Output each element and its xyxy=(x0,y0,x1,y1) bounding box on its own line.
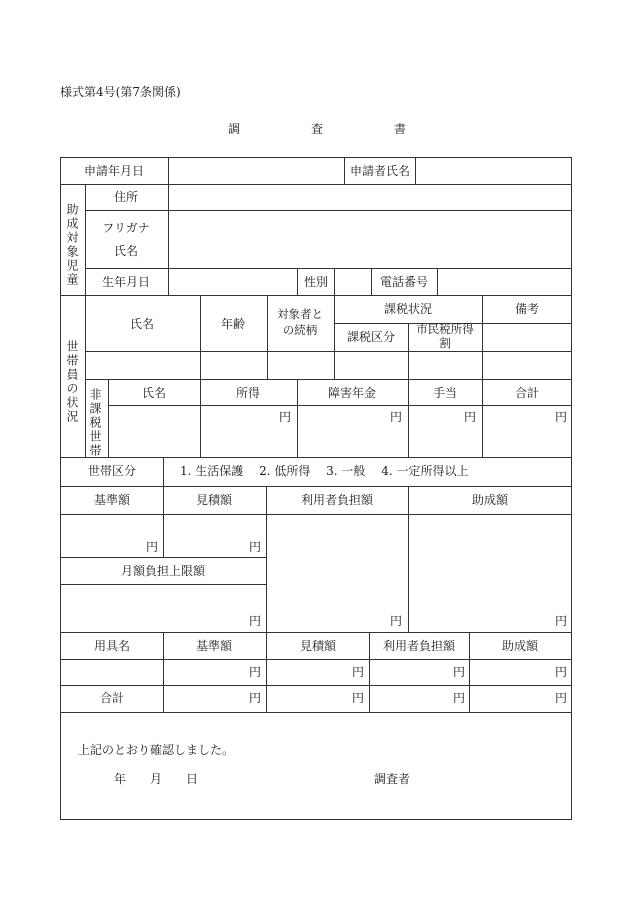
standard-amount-yen: 円 xyxy=(146,540,159,554)
monthly-cap-label: 月額負担上限額 xyxy=(120,564,206,578)
nt-income-yen: 円 xyxy=(279,410,292,424)
estimate-amount-yen: 円 xyxy=(249,540,262,554)
address-label: 住所 xyxy=(113,190,139,204)
eq-total-standard-yen: 円 xyxy=(249,691,262,705)
eq-standard-yen: 円 xyxy=(249,665,262,679)
relation-label-line2: の続柄 xyxy=(282,323,318,337)
application-date-label: 申請年月日 xyxy=(83,164,145,178)
applicant-name-label: 申請者氏名 xyxy=(349,164,411,178)
child-section-label: 助成対象児童 xyxy=(65,203,79,287)
eq-user-burden-yen: 円 xyxy=(453,665,466,679)
title-char-2: 査 xyxy=(311,122,324,136)
eq-total-label: 合計 xyxy=(99,691,125,705)
nt-total-label: 合計 xyxy=(514,386,540,400)
confirmation-statement: 上記のとおり確認しました。 xyxy=(78,743,235,757)
remarks-label: 備考 xyxy=(514,302,540,316)
household-category-options: 1. 生活保護 2. 低所得 3. 一般 4. 一定所得以上 xyxy=(180,464,469,478)
estimate-amount-label: 見積額 xyxy=(195,493,233,507)
item-name-label: 用具名 xyxy=(93,639,131,653)
age-label: 年齢 xyxy=(220,317,246,331)
eq-estimate-yen: 円 xyxy=(352,665,365,679)
sex-label: 性別 xyxy=(303,275,329,289)
nontaxable-label: 非課税世帯 xyxy=(88,388,102,458)
subsidy-amount-yen: 円 xyxy=(555,614,568,628)
child-name-label: 氏名 xyxy=(113,244,139,258)
eq-subsidy-yen: 円 xyxy=(555,665,568,679)
confirm-day-label: 日 xyxy=(186,772,199,786)
user-burden-yen: 円 xyxy=(390,614,403,628)
confirm-year-label: 年 xyxy=(114,772,127,786)
nt-income-label: 所得 xyxy=(235,386,261,400)
eq-standard-label: 基準額 xyxy=(195,639,233,653)
nt-pension-label: 障害年金 xyxy=(327,386,377,400)
tax-category-label: 課税区分 xyxy=(346,330,396,344)
confirm-month-label: 月 xyxy=(150,772,163,786)
eq-total-subsidy-yen: 円 xyxy=(555,691,568,705)
subsidy-amount-label: 助成額 xyxy=(471,493,509,507)
nt-allowance-yen: 円 xyxy=(464,410,477,424)
monthly-cap-yen: 円 xyxy=(249,614,262,628)
nt-allowance-label: 手当 xyxy=(432,386,458,400)
eq-user-burden-label: 利用者負担額 xyxy=(382,639,456,653)
relation-label-line1: 対象者と xyxy=(277,307,323,321)
investigator-label: 調査者 xyxy=(374,772,411,786)
furigana-label: フリガナ xyxy=(102,221,150,235)
nt-pension-yen: 円 xyxy=(390,410,403,424)
phone-label: 電話番号 xyxy=(379,275,429,289)
eq-total-estimate-yen: 円 xyxy=(352,691,365,705)
tax-status-label: 課税状況 xyxy=(383,302,433,316)
eq-estimate-label: 見積額 xyxy=(299,639,337,653)
nt-total-yen: 円 xyxy=(555,410,568,424)
title-char-1: 調 xyxy=(228,122,241,136)
title-char-3: 書 xyxy=(394,122,407,136)
income-ratio-label-line1: 市民税所得 xyxy=(416,322,474,336)
income-ratio-label-line2: 割 xyxy=(439,336,451,350)
member-name-label: 氏名 xyxy=(129,317,155,331)
user-burden-label: 利用者負担額 xyxy=(300,493,374,507)
form-number: 様式第4号(第7条関係) xyxy=(60,85,181,99)
birthdate-label: 生年月日 xyxy=(101,275,151,289)
eq-total-user-burden-yen: 円 xyxy=(453,691,466,705)
household-section-label: 世帯員の状況 xyxy=(65,340,79,424)
household-category-label: 世帯区分 xyxy=(87,464,137,478)
standard-amount-label: 基準額 xyxy=(93,493,131,507)
eq-subsidy-label: 助成額 xyxy=(501,639,539,653)
nt-name-label: 氏名 xyxy=(141,386,167,400)
